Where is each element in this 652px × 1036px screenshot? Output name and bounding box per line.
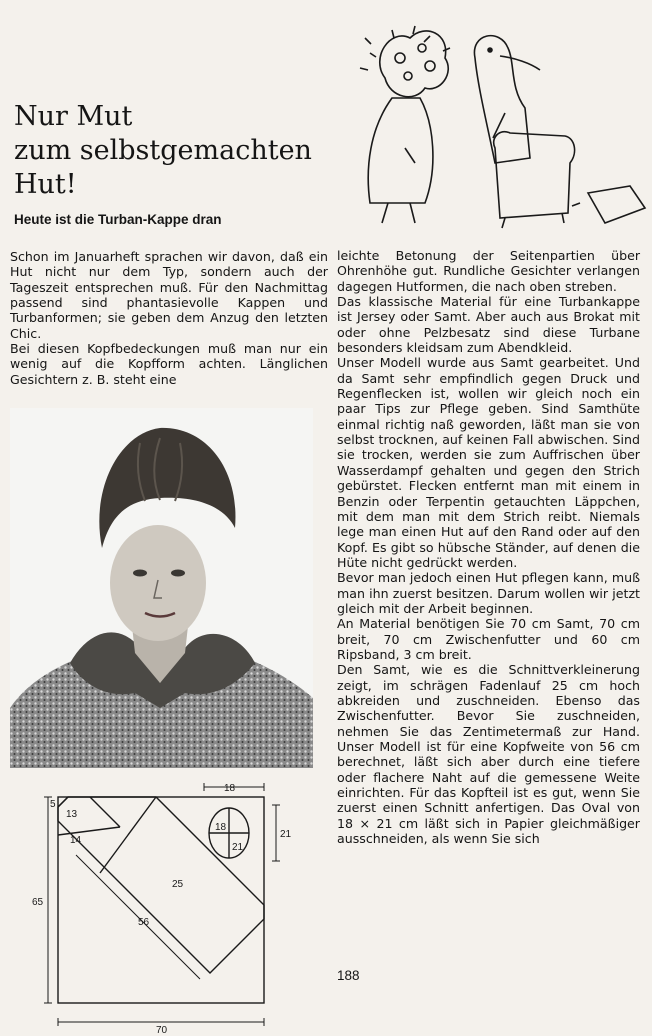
paragraph: Den Samt, wie es die Schnittverkleinerung zeigt, im schrägen Fadenlauf 25 cm hoch abkreiden und zuschneiden. Ebenso das Zwischenfutter. Bevor Sie zuschneiden, nehmen Sie das Zentimetermaß zur Hand. Unser Modell ist für eine Kopfweite von 56 cm berechnet, läßt sich aber durch eine tiefere oder flachere Naht auf die gemessene Weite einrichten. Für das Kopfteil ist es gut, wenn Sie zuerst einen Schnitt anfertigen. Das Oval von 18 × 21 cm läßt sich in Papier gleichmäßiger ausschneiden, als wenn Sie sich xyxy=(337,662,640,847)
dim-right: 21 xyxy=(280,829,292,840)
page-number: 188 xyxy=(337,968,360,983)
paragraph: Schon im Januarheft sprachen wir davon, daß ein Hut nicht nur dem Typ, sondern auch der Tageszeit entsprechen muß. Für den Nachmittag passend sind phantasievolle Kappen und Turbanformen; sie geben dem Anzug den letzten Chic. xyxy=(10,249,328,341)
dim-oval-w: 18 xyxy=(215,822,227,833)
paragraph: Unser Modell wurde aus Samt gearbeitet. Und da Samt sehr empfindlich gegen Druck und Regenflecken ist, wollen wir gleich noch ein paar Tips zur Pflege geben. Sind Samthüte einmal richtig naß geworden, läßt man sie von selbst trocknen, auf keinen Fall abwischen. Sind sie trocken, werden sie zum Auffrischen über Wasserdampf gehalten und gegen den Strich gebürstet. Flecken entfernt man mit einem in Benzin oder Terpentin getauchten Läppchen, mit dem man mit dem Strich reibt. Niemals lege man einen Hut auf den Rand oder auf den Kopf. Es gibt so hübsche Ständer, auf denen die Hüte nicht gedrückt werden. xyxy=(337,355,640,570)
dim-top: 18 xyxy=(224,783,236,794)
title-line-2: zum selbstgemachten Hut! xyxy=(14,135,312,200)
dim-diag-56: 56 xyxy=(138,917,150,928)
article-title xyxy=(14,100,334,202)
paragraph: leichte Betonung der Seitenpartien über Ohrenhöhe gut. Rundliche Gesichter verlangen dagegen Hutformen, die nach oben streben. xyxy=(337,248,640,294)
title-line-1: Nur Mut xyxy=(14,101,133,132)
sewing-pattern-diagram xyxy=(10,775,320,1035)
dim-bottom: 70 xyxy=(156,1025,168,1035)
paragraph: Bei diesen Kopfbedeckungen muß man nur ein wenig auf die Kopfform achten. Länglichen Gesichtern z. B. steht eine xyxy=(10,341,328,387)
left-column xyxy=(10,249,328,387)
dim-corner-5: 5 xyxy=(50,799,56,810)
paragraph: Das klassische Material für eine Turbankappe ist Jersey oder Samt. Aber auch aus Brokat mit oder ohne Pelzbesatz sind diese Turbane besonders kleidsam zum Abendkleid. xyxy=(337,294,640,356)
woman-photo xyxy=(10,408,313,768)
article-subheading: Heute ist die Turban-Kappe dran xyxy=(14,212,222,227)
pattern-strip xyxy=(58,797,264,973)
dim-diag-25: 25 xyxy=(172,879,184,890)
paragraph: An Material benötigen Sie 70 cm Samt, 70 cm breit, 70 cm Zwischenfutter und 60 cm Ripsband, 3 cm breit. xyxy=(337,616,640,662)
paragraph: Bevor man jedoch einen Hut pflegen kann, muß man ihn zuerst besitzen. Darum wollen wir jetzt gleich mit der Arbeit beginnen. xyxy=(337,570,640,616)
pattern-outline xyxy=(58,797,264,1003)
dim-strip-14: 14 xyxy=(70,835,82,846)
dim-corner-13: 13 xyxy=(66,809,78,820)
dim-left: 65 xyxy=(32,897,44,908)
right-column xyxy=(337,248,640,846)
cartoon-illustration xyxy=(330,18,652,240)
dim-oval-h: 21 xyxy=(232,842,244,853)
